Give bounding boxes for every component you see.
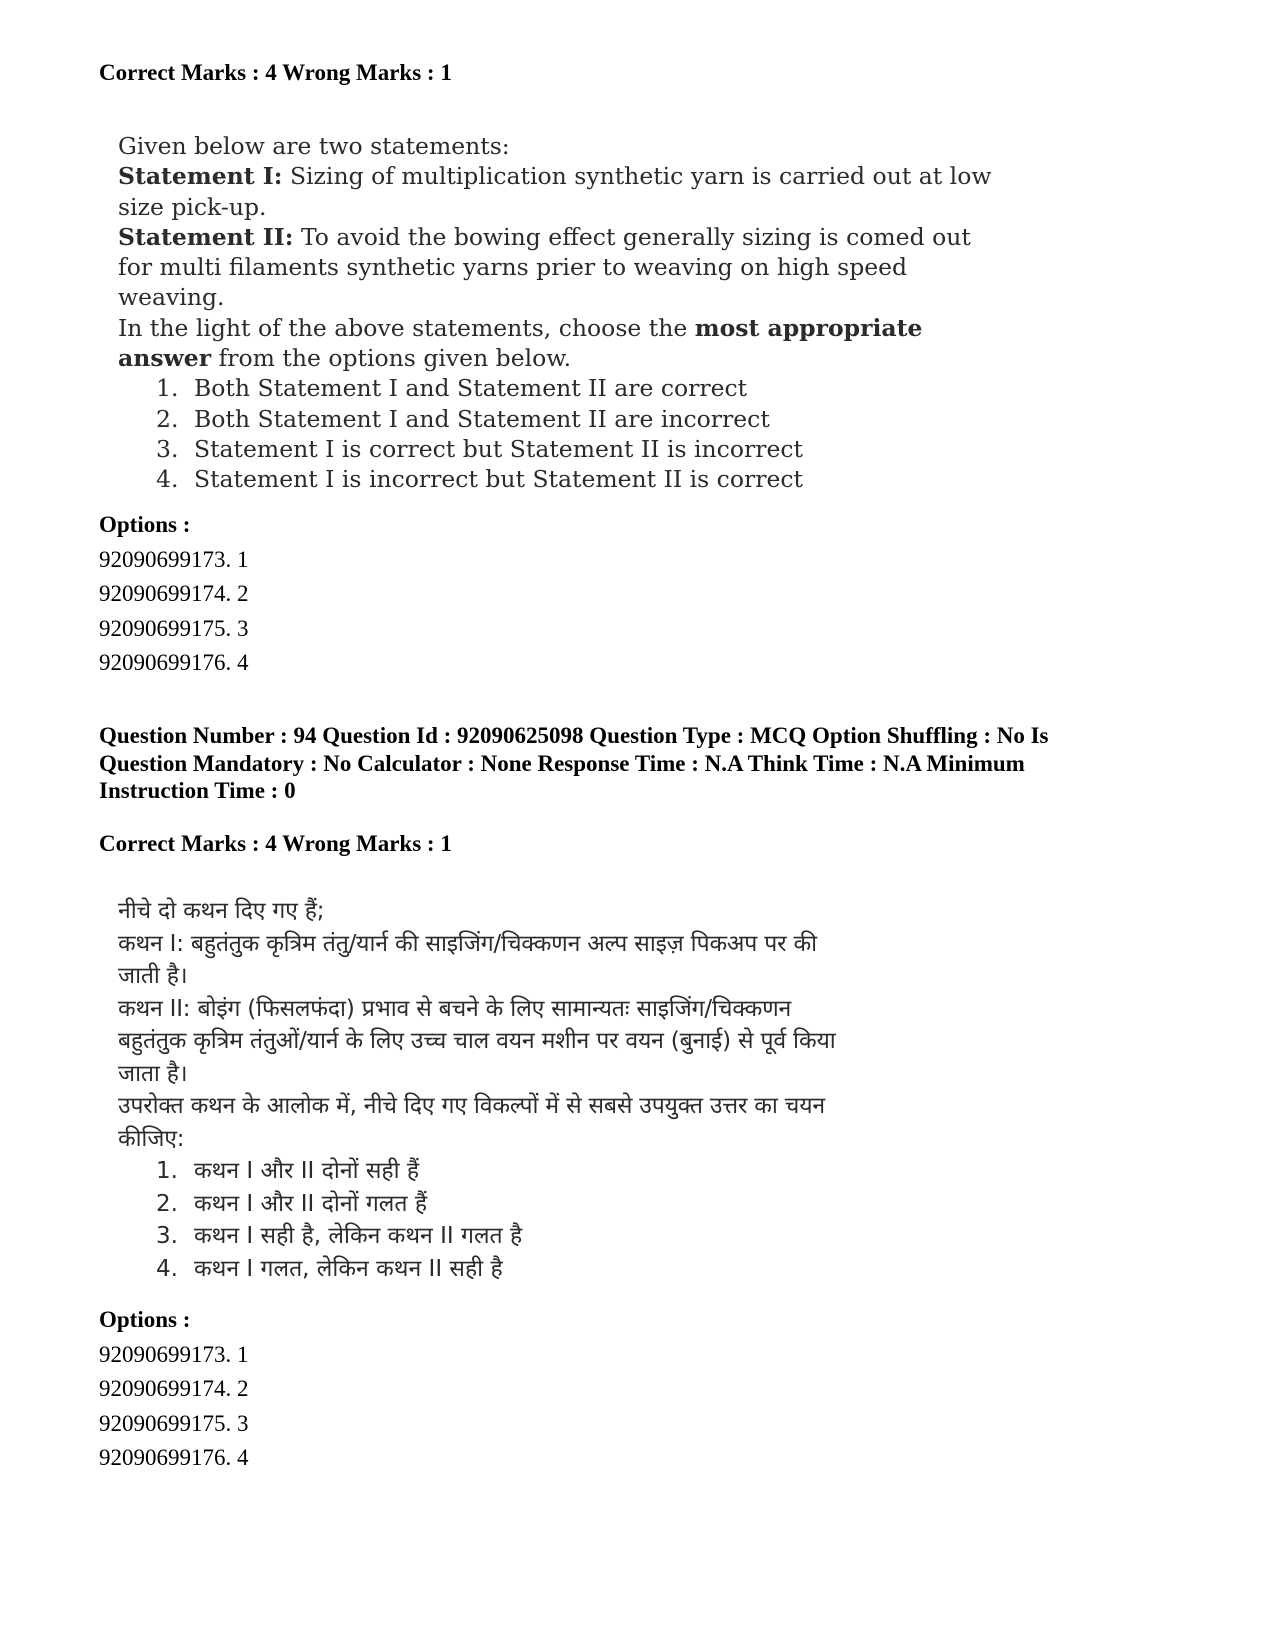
options-list bbox=[99, 1303, 249, 1476]
choice-item: 3. कथन I सही है, लेकिन कथन II गलत है bbox=[156, 1223, 523, 1249]
option-item: 92090699173. 1 bbox=[99, 546, 249, 572]
statement-two: कथन II: बोइंग (फिसलफंदा) प्रभाव से बचने के लिए सामान्यतः साइजिंग/चिक्कणन bbox=[118, 995, 792, 1022]
question-line: जाती है। bbox=[118, 963, 188, 989]
choice-item: 1. कथन I और II दोनों सही हैं bbox=[156, 1158, 420, 1184]
option-item: 92090699175. 3 bbox=[99, 1410, 249, 1436]
question-line: for multi filaments synthetic yarns prier to weaving on high speed bbox=[118, 253, 908, 282]
header-line: Question Number : 94 Question Id : 92090625098 Question Type : MCQ Option Shuffling : No Is bbox=[99, 723, 1049, 748]
options-title: Options : bbox=[99, 512, 191, 537]
choice-list bbox=[118, 373, 991, 494]
instruction-line: कीजिए: bbox=[118, 1125, 185, 1152]
choice-item: 4. Statement I is incorrect but Statement II is correct bbox=[156, 465, 803, 494]
options-list bbox=[99, 508, 249, 681]
question-line: बहुतंतुक कृत्रिम तंतुओं/यार्न के लिए उच्च चाल वयन मशीन पर वयन (बुनाई) से पूर्व किया bbox=[118, 1028, 836, 1054]
choice-item: 2. कथन I और II दोनों गलत हैं bbox=[156, 1190, 428, 1217]
option-item: 92090699176. 4 bbox=[99, 1445, 249, 1470]
question-image-hindi bbox=[118, 895, 836, 1285]
option-item: 92090699174. 2 bbox=[99, 581, 249, 606]
instruction-line: उपरोक्त कथन के आलोक में, नीचे दिए गए विकल्पों में से सबसे उपयुक्त उत्तर का चयन bbox=[118, 1093, 825, 1119]
choice-item: 4. कथन I गलत, लेकिन कथन II सही है bbox=[156, 1255, 503, 1282]
statement-one: कथन I: बहुतंतुक कृत्रिम तंतु/यार्न की साइजिंग/चिक्कणन अल्प साइज़ पिकअप पर की bbox=[118, 930, 817, 957]
choice-list bbox=[118, 1155, 836, 1285]
instruction-line: answer from the options given below. bbox=[118, 344, 572, 373]
header-line: Question Mandatory : No Calculator : None Response Time : N.A Think Time : N.A Minimum bbox=[99, 750, 1025, 776]
question-line: जाता है। bbox=[118, 1060, 188, 1087]
question-header bbox=[99, 722, 1179, 805]
header-line: Instruction Time : 0 bbox=[99, 778, 296, 803]
correct-wrong-marks: Correct Marks : 4 Wrong Marks : 1 bbox=[99, 60, 452, 85]
question-image-english bbox=[118, 131, 991, 495]
question-line: weaving. bbox=[118, 283, 225, 312]
choice-item: 2. Both Statement I and Statement II are incorrect bbox=[156, 404, 770, 433]
option-item: 92090699176. 4 bbox=[99, 650, 249, 675]
correct-wrong-marks: Correct Marks : 4 Wrong Marks : 1 bbox=[99, 831, 452, 856]
question-line: Given below are two statements: bbox=[118, 132, 510, 160]
option-item: 92090699175. 3 bbox=[99, 615, 249, 641]
option-item: 92090699173. 1 bbox=[99, 1341, 249, 1367]
statement-one: Statement I: Sizing of multiplication synthetic yarn is carried out at low bbox=[118, 162, 992, 191]
question-line: नीचे दो कथन दिए गए हैं; bbox=[118, 898, 325, 924]
option-item: 92090699174. 2 bbox=[99, 1376, 249, 1401]
choice-item: 1. Both Statement I and Statement II are correct bbox=[156, 374, 748, 403]
options-title: Options : bbox=[99, 1307, 191, 1332]
question-line: size pick-up. bbox=[118, 192, 267, 221]
statement-two: Statement II: To avoid the bowing effect generally sizing is comed out bbox=[118, 222, 971, 251]
choice-item: 3. Statement I is correct but Statement II is incorrect bbox=[156, 434, 803, 463]
instruction-line: In the light of the above statements, choose the most appropriate bbox=[118, 313, 923, 342]
